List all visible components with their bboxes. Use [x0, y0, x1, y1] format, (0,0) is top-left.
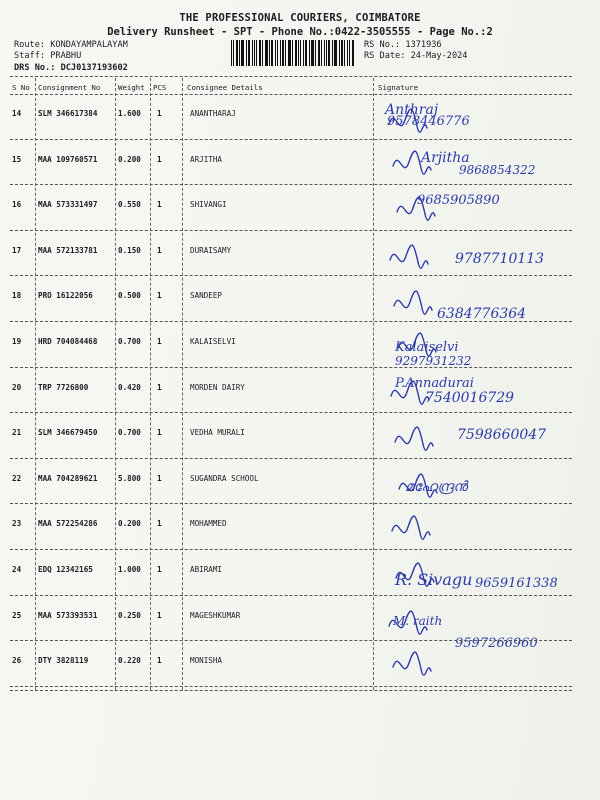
table-row: [0, 324, 600, 370]
row-divider: [10, 367, 572, 368]
consignee-name: SHIVANGI: [190, 200, 227, 210]
signature-name: P.Annadurai: [395, 375, 474, 391]
consignment-number: SLM 346679450: [38, 428, 98, 438]
pieces-count: 1: [157, 382, 162, 392]
drs-number: DRS No.: DCJ0137193602: [14, 63, 128, 73]
consignee-name: ARJITHA: [190, 154, 223, 164]
pieces-count: 1: [157, 473, 162, 483]
consignment-number: TRP 7726800: [38, 382, 89, 392]
consignment-number: DTY 3828119: [38, 656, 89, 666]
serial-number: 15: [12, 154, 22, 164]
divider: [10, 76, 572, 77]
table-row: [0, 278, 600, 324]
row-divider: [10, 412, 572, 413]
consignment-number: PRO 16122056: [38, 291, 93, 301]
consignee-name: ABIRAMI: [190, 565, 223, 574]
pieces-count: 1: [157, 337, 162, 346]
signature-phone: 6384776364: [437, 306, 527, 323]
pieces-count: 1: [157, 245, 162, 255]
table-row: [0, 96, 600, 142]
pieces-count: 1: [157, 610, 162, 620]
serial-number: 24: [12, 565, 22, 574]
signature-name: Kalaiselvi: [395, 340, 459, 355]
handwritten-signature: [385, 643, 595, 703]
pieces-count: 1: [157, 428, 162, 438]
table-bottom-divider: [10, 690, 572, 691]
pieces-count: 1: [157, 519, 162, 529]
row-divider: [10, 139, 572, 140]
signature-name: R. Sivagu: [395, 570, 473, 589]
signature-scribble: [385, 643, 595, 703]
serial-number: 18: [12, 291, 22, 301]
table-row: [0, 598, 600, 651]
table-row: [0, 643, 600, 689]
rs-date: RS Date: 24-May-2024: [364, 51, 468, 61]
consignee-name: ANANTHARAJ: [190, 109, 236, 118]
col-sno: S No: [12, 83, 30, 92]
table-row: [0, 552, 600, 598]
signature-phone: 7540016729: [425, 389, 515, 406]
signature-name: മഹേന്ദ്രൻ: [405, 478, 468, 495]
serial-number: 20: [12, 382, 22, 392]
table-row: [0, 506, 600, 552]
signature-name: Anthraj: [385, 102, 439, 118]
table-row: [0, 142, 600, 188]
consignee-name: MAGESHKUMAR: [190, 610, 241, 620]
table-row: [0, 187, 600, 233]
col-weight: Weight: [118, 83, 145, 92]
row-divider: [10, 230, 572, 231]
consignment-number: EDQ 12342165: [38, 565, 93, 574]
row-divider: [10, 549, 572, 550]
serial-number: 26: [12, 656, 22, 666]
row-divider: [10, 686, 572, 687]
consignment-number: SLM 346617384: [38, 109, 98, 118]
consignment-number: MAA 573331497: [38, 200, 98, 210]
serial-number: 22: [12, 473, 22, 483]
runsheet-title: Delivery Runsheet - SPT - Phone No.:0422-3505555 - Page No.:2: [107, 26, 493, 38]
table-row: [0, 370, 600, 416]
col-consignment: Consignment No: [38, 83, 101, 92]
signature-phone: 9297931232: [395, 354, 472, 368]
consignee-name: DURAISAMY: [190, 245, 232, 255]
staff-label: Staff: PRABHU: [14, 51, 82, 61]
row-divider: [10, 640, 572, 641]
signature-name: Arjitha: [421, 149, 470, 166]
weight-value: 1.600: [118, 109, 141, 118]
row-divider: [10, 321, 572, 322]
serial-number: 19: [12, 337, 22, 346]
consignee-name: VEDHA MURALI: [190, 428, 245, 438]
pieces-count: 1: [157, 565, 162, 574]
serial-number: 25: [12, 610, 22, 620]
weight-value: 0.200: [118, 519, 141, 529]
weight-value: 0.200: [118, 154, 141, 164]
consignment-number: MAA 573393531: [38, 610, 98, 620]
serial-number: 14: [12, 109, 22, 118]
weight-value: 0.220: [118, 656, 141, 666]
consignee-name: MONISHA: [190, 656, 223, 666]
serial-number: 23: [12, 519, 22, 529]
table-row: [0, 461, 600, 507]
consignment-number: HRD 704084468: [38, 337, 98, 346]
signature-phone: 9578446776: [387, 114, 470, 129]
serial-number: 17: [12, 245, 22, 255]
pieces-count: 1: [157, 291, 162, 301]
pieces-count: 1: [157, 656, 162, 666]
weight-value: 0.700: [118, 337, 141, 346]
col-signature: Signature: [378, 83, 419, 92]
col-pcs: PCS: [153, 83, 167, 92]
row-divider: [10, 595, 572, 596]
serial-number: 16: [12, 200, 22, 210]
consignee-name: SUGANDRA SCHOOL: [190, 473, 259, 483]
weight-value: 1.000: [118, 565, 141, 574]
barcode: [230, 40, 356, 66]
rs-number: RS No.: 1371936: [364, 40, 442, 50]
pieces-count: 1: [157, 200, 162, 210]
signature-phone: 9685905890: [417, 193, 500, 209]
company-title: THE PROFESSIONAL COURIERS, COIMBATORE: [179, 12, 421, 24]
signature-phone: 9659161338: [475, 576, 558, 591]
header-divider: [10, 94, 572, 95]
weight-value: 0.420: [118, 382, 141, 392]
row-divider: [10, 458, 572, 459]
consignee-name: MORDEN DAIRY: [190, 382, 245, 392]
weight-value: 0.250: [118, 610, 141, 620]
consignment-number: MAA 572254286: [38, 519, 98, 529]
signature-phone: 9787710113: [455, 250, 545, 267]
signature-name: M. raith: [393, 613, 443, 628]
weight-value: 0.150: [118, 245, 141, 255]
signature-phone: 7598660047: [457, 427, 547, 444]
weight-value: 0.500: [118, 291, 141, 301]
table-row: [0, 415, 600, 461]
consignment-number: MAA 572133781: [38, 245, 98, 255]
col-consignee: Consignee Details: [187, 83, 263, 92]
consignment-number: MAA 109760571: [38, 154, 98, 164]
row-divider: [10, 503, 572, 504]
consignee-name: SANDEEP: [190, 291, 223, 301]
weight-value: 0.550: [118, 200, 141, 210]
weight-value: 0.700: [118, 428, 141, 438]
route-label: Route: KONDAYAMPALAYAM: [14, 40, 128, 50]
signature-phone: 9868854322: [459, 162, 536, 177]
pieces-count: 1: [157, 109, 162, 118]
signature-phone: 9597266960: [455, 635, 538, 651]
pieces-count: 1: [157, 154, 162, 164]
row-divider: [10, 184, 572, 185]
table-row: [0, 233, 600, 279]
consignee-name: KALAISELVI: [190, 337, 236, 346]
weight-value: 5.800: [118, 473, 141, 483]
serial-number: 21: [12, 428, 22, 438]
consignment-number: MAA 704289621: [38, 473, 98, 483]
row-divider: [10, 275, 572, 276]
consignee-name: MOHAMMED: [190, 519, 227, 529]
